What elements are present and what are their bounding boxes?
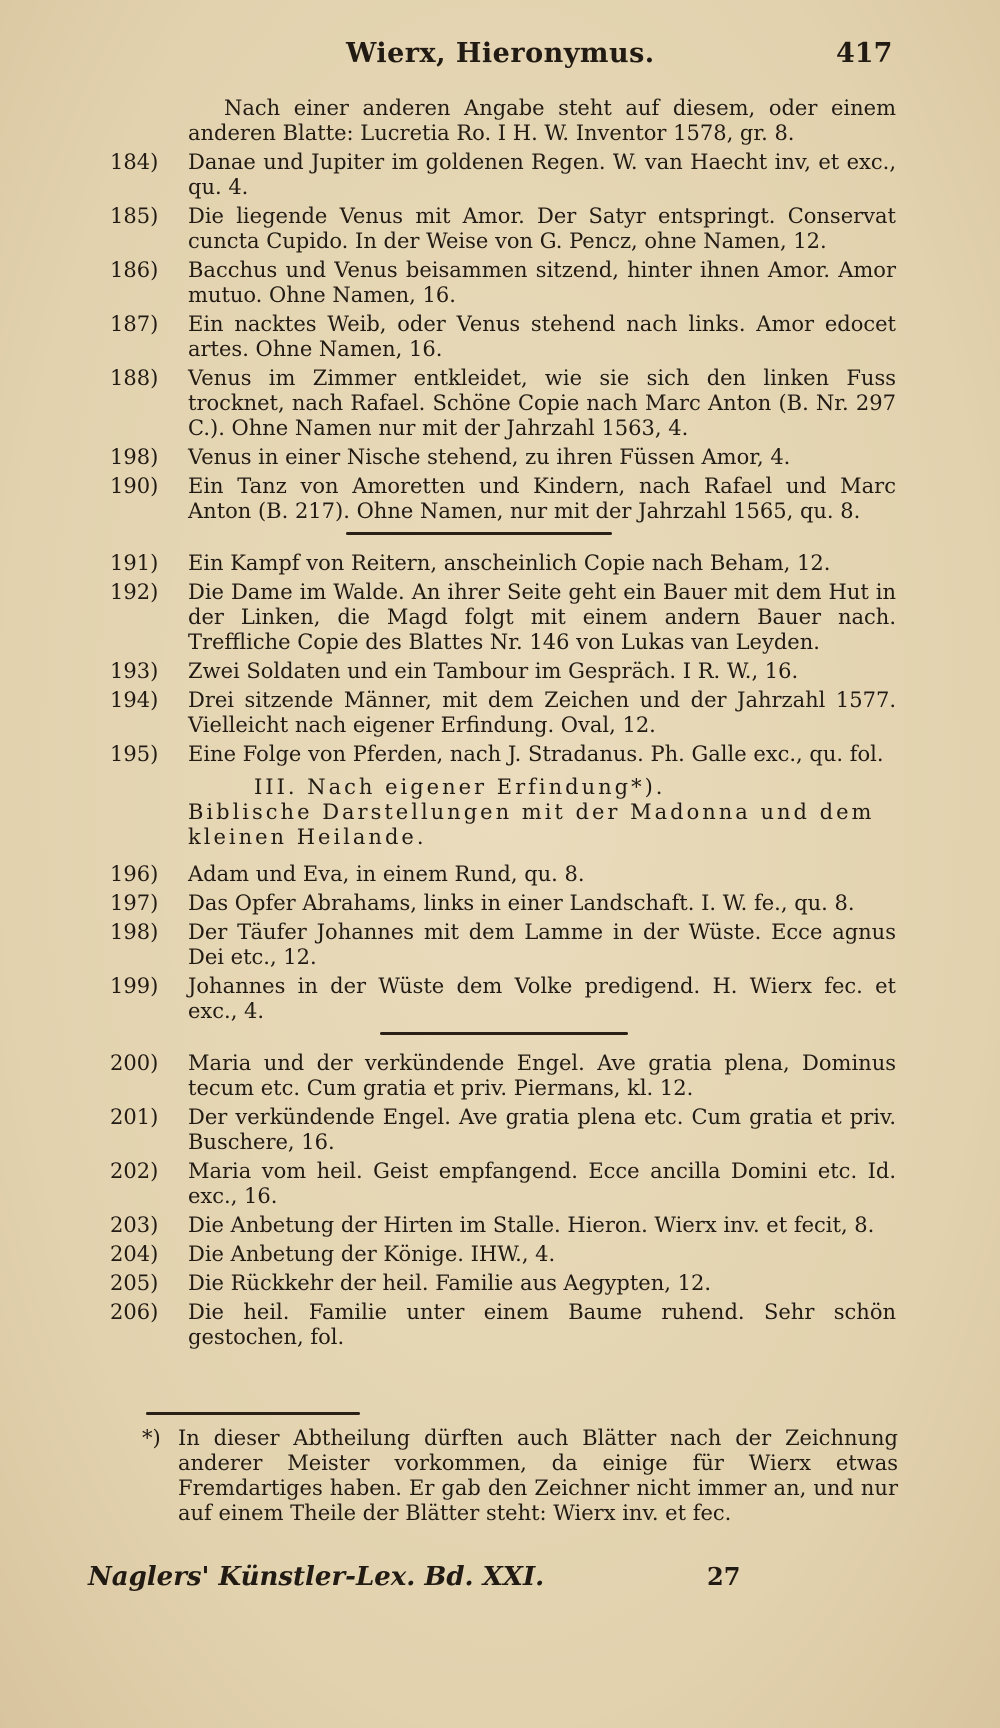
- entry-number: 206): [110, 1300, 159, 1324]
- footer-signature: Naglers' Künstler-Lex. Bd. XXI.: [88, 1562, 545, 1592]
- sheet-number: 27: [707, 1562, 741, 1591]
- entry-number: 199): [110, 974, 159, 998]
- entry-text: Der Täufer Johannes mit dem Lamme in der Wüste. Ecce agnus Dei etc., 12.: [188, 920, 896, 969]
- catalog-entry: [0, 688, 1000, 738]
- entry-number: 204): [110, 1242, 159, 1266]
- catalog-entry: [0, 862, 1000, 887]
- footnote: [0, 1426, 1000, 1526]
- entry-number: 203): [110, 1213, 159, 1237]
- entry-text: Ein Kampf von Reitern, anscheinlich Copie nach Beham, 12.: [188, 551, 831, 575]
- entry-text: Die liegende Venus mit Amor. Der Satyr entspringt. Conservat cuncta Cupido. In der Weise von G. Pencz, ohne Namen, 12.: [188, 204, 896, 253]
- footnote-divider: [146, 1412, 360, 1415]
- catalog-entry: [0, 1242, 1000, 1267]
- entry-text: Maria und der verkündende Engel. Ave gratia plena, Dominus tecum etc. Cum gratia et priv. Piermans, kl. 12.: [188, 1051, 896, 1100]
- entry-group-a: [0, 150, 1000, 524]
- catalog-entry: [0, 891, 1000, 916]
- catalog-entry: [0, 1213, 1000, 1238]
- catalog-entry: [0, 580, 1000, 655]
- entry-text: Die Dame im Walde. An ihrer Seite geht ein Bauer mit dem Hut in der Linken, die Magd folgt mit einem andern Bauer nach. Treffliche Copie des Blattes Nr. 146 von Lukas van Leyden.: [188, 580, 896, 654]
- entry-text: Ein nacktes Weib, oder Venus stehend nach links. Amor edocet artes. Ohne Namen, 16.: [188, 312, 896, 361]
- entry-number: 202): [110, 1159, 159, 1183]
- entry-number: 192): [110, 580, 159, 604]
- section-heading: [188, 775, 896, 850]
- entry-number: 194): [110, 688, 159, 712]
- catalog-entry: [0, 1300, 1000, 1350]
- catalog-entry: [0, 1051, 1000, 1101]
- catalog-entry: [0, 204, 1000, 254]
- catalog-entry: [0, 474, 1000, 524]
- page-number: 417: [836, 38, 893, 69]
- catalog-entry: [0, 742, 1000, 767]
- entry-group-d: [0, 1051, 1000, 1350]
- entry-group-c: [0, 862, 1000, 1024]
- entry-text: Drei sitzende Männer, mit dem Zeichen und der Jahrzahl 1577. Vielleicht nach eigener Erfindung. Oval, 12.: [188, 688, 896, 737]
- section-subtitle: Biblische Darstellungen mit der Madonna und dem kleinen Heilande.: [188, 800, 875, 849]
- entry-number: 195): [110, 742, 159, 766]
- entry-number: 205): [110, 1271, 159, 1295]
- entry-number: 197): [110, 891, 159, 915]
- entry-number: 185): [110, 204, 159, 228]
- entry-number: 198): [110, 445, 159, 469]
- catalog-entry: [0, 366, 1000, 441]
- entry-text: Die Rückkehr der heil. Familie aus Aegypten, 12.: [188, 1271, 712, 1295]
- catalog-entry: [0, 974, 1000, 1024]
- entry-number: 184): [110, 150, 159, 174]
- intro-text: Nach einer anderen Angabe steht auf diesem, oder einem anderen Blatte: Lucretia Ro. I H. W. Inventor 1578, gr. 8.: [188, 96, 896, 145]
- entry-text: Venus im Zimmer entkleidet, wie sie sich den linken Fuss trocknet, nach Rafael. Schöne Copie nach Marc Anton (B. Nr. 297 C.). Ohne Namen nur mit der Jahrzahl 1563, 4.: [188, 366, 896, 440]
- entry-number: 187): [110, 312, 159, 336]
- entry-text: Venus in einer Nische stehend, zu ihren Füssen Amor, 4.: [188, 445, 791, 469]
- entry-text: Danae und Jupiter im goldenen Regen. W. van Haecht inv, et exc., qu. 4.: [188, 150, 896, 199]
- entry-text: Bacchus und Venus beisammen sitzend, hinter ihnen Amor. Amor mutuo. Ohne Namen, 16.: [188, 258, 896, 307]
- section-divider: [380, 1032, 628, 1035]
- section-title: III. Nach eigener Erfindung*).: [254, 775, 666, 799]
- entry-text: Zwei Soldaten und ein Tambour im Gespräch. I R. W., 16.: [188, 659, 799, 683]
- entry-text: Adam und Eva, in einem Rund, qu. 8.: [188, 862, 585, 886]
- entry-text: Johannes in der Wüste dem Volke predigend. H. Wierx fec. et exc., 4.: [188, 974, 896, 1023]
- entry-text: Die heil. Familie unter einem Baume ruhend. Sehr schön gestochen, fol.: [188, 1300, 896, 1349]
- catalog-entry: [0, 150, 1000, 200]
- entry-text: Die Anbetung der Könige. IHW., 4.: [188, 1242, 556, 1266]
- catalog-entry: [0, 659, 1000, 684]
- catalog-entry: [0, 1105, 1000, 1155]
- header-title: Wierx, Hieronymus.: [346, 38, 655, 69]
- entry-text: Das Opfer Abrahams, links in einer Landschaft. I. W. fe., qu. 8.: [188, 891, 855, 915]
- catalog-entry: [0, 920, 1000, 970]
- running-header: [0, 38, 1000, 78]
- entry-text: Die Anbetung der Hirten im Stalle. Hieron. Wierx inv. et fecit, 8.: [188, 1213, 875, 1237]
- catalog-entry: [0, 445, 1000, 470]
- entry-text: Der verkündende Engel. Ave gratia plena etc. Cum gratia et priv. Buschere, 16.: [188, 1105, 896, 1154]
- catalog-entry: [0, 1159, 1000, 1209]
- entry-text: Eine Folge von Pferden, nach J. Stradanus. Ph. Galle exc., qu. fol.: [188, 742, 884, 766]
- entry-number: 190): [110, 474, 159, 498]
- entry-number: 186): [110, 258, 159, 282]
- entry-number: 200): [110, 1051, 159, 1075]
- entry-group-b: [0, 551, 1000, 767]
- entry-text: Maria vom heil. Geist empfangend. Ecce ancilla Domini etc. Id. exc., 16.: [188, 1159, 896, 1208]
- catalog-entry: [0, 258, 1000, 308]
- catalog-entry: [0, 551, 1000, 576]
- intro-paragraph: [0, 96, 1000, 146]
- entry-number: 191): [110, 551, 159, 575]
- entry-number: 198): [110, 920, 159, 944]
- catalog-entry: [0, 1271, 1000, 1296]
- entry-number: 196): [110, 862, 159, 886]
- entry-number: 201): [110, 1105, 159, 1129]
- section-divider: [346, 532, 612, 535]
- footnote-text: In dieser Abtheilung dürften auch Blätter nach der Zeichnung anderer Meister vorkommen, da einige für Wierx etwas Fremdartiges haben. Er gab den Zeichner nicht immer an, und nur auf einem Theile der Blätter steht: Wierx inv. et fec.: [178, 1426, 898, 1525]
- entry-number: 193): [110, 659, 159, 683]
- entry-list: [0, 96, 1000, 1354]
- footnote-mark: *): [142, 1426, 161, 1450]
- entry-number: 188): [110, 366, 159, 390]
- catalog-entry: [0, 312, 1000, 362]
- entry-text: Ein Tanz von Amoretten und Kindern, nach Rafael und Marc Anton (B. 217). Ohne Namen, nur mit der Jahrzahl 1565, qu. 8.: [188, 474, 896, 523]
